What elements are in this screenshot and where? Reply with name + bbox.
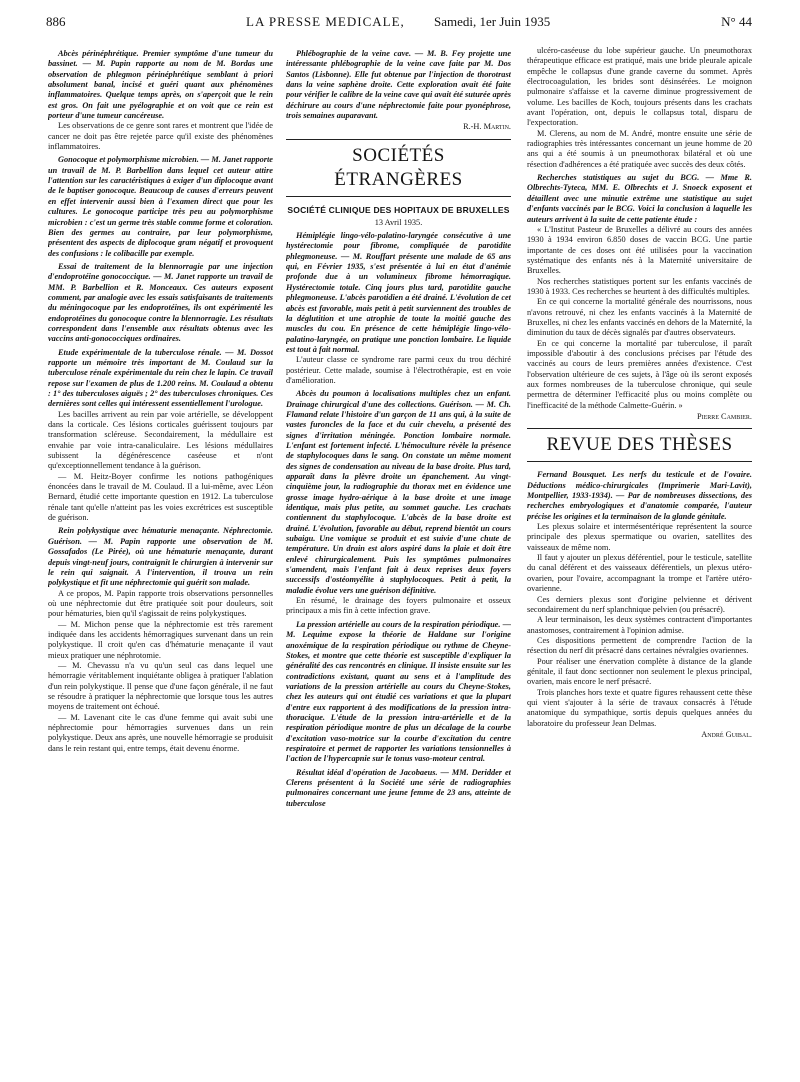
paragraph: Les bacilles arrivent au rein par voie artérielle, se développent dans la corticale. Ces lésions corticales guérissent toujours par transformation scléreuse. Secondairement, la médullaire est envahie par voie intra-canaliculaire. Les lésions médullaires subissent la dégénérescence caséeuse et n'ont qu'exceptionnellement tendance à la guérison.: [48, 409, 273, 471]
article-heading-paragraph: Hémiplégie lingo-vélo-palatino-laryngée consécutive à une hystérectomie pour fibrome, compliquée de parotidite phlegmoneuse. — M. Rouffart présente une malade de 65 ans qui, en Février 1935, s'est présentée à lui en état d'anémie profonde due à un volumineux fibrome hémorragique. Hystérectomie totale. Cinq jours plus tard, parotidite gauche phlegmoneuse. L'abcès parotidien a été drainé. L'évolution de cet abcès est favorable, mais petit à petit surviennent des troubles de la déglutition et une atrophie de toute la moitié gauche des muscles du cou. En présence de cette hémiplégie lingo-vélo-palatino-laryngée, on pratique une ponction lombaire. Le liquide est tout à fait normal.: [286, 231, 511, 354]
section-title-societes: SOCIÉTÉS ÉTRANGÈRES: [286, 139, 511, 197]
paragraph: — M. Heitz-Boyer confirme les notions pathogéniques énoncées dans le travail de M. Coulaud. Il a lui-même, avec Léon Bernard, étudié cette importante question en 1912. La tuberculose rénale tant qu'elle n'atteint pas les voies excrétrices est susceptible de guérison.: [48, 471, 273, 523]
paragraph: Trois planches hors texte et quatre figures rehaussent cette thèse qui vient s'ajouter à la série de travaux consacrés à l'étude anatomique du sympathique, sortis depuis quelques années du laboratoire du professeur Jean Delmas.: [527, 687, 752, 728]
paragraph: En ce qui concerne la mortalité par tuberculose, il paraît impossible d'aboutir à des conclusions précises par l'étude des vaccinés au cours de leurs premières années d'existence. C'est l'observation ultérieure de ces sujets, à l'âge où ils seront exposés aux formes nombreuses de la tuberculose chronique, qui seule permettra de déterminer l'efficacité plus ou moins complète ou l'inefficacité de la méthode Calmette-Guérin. »: [527, 338, 752, 410]
paragraph: ulcéro-caséeuse du lobe supérieur gauche. Un pneumothorax thérapeutique efficace est pratiqué, mais une bride pleurale apicale empêche le collapsus d'une grande caverne du sommet. Après électrocoagulation, les brides sont désinsérées. Le moignon pulmonaire s'affaisse et la caverne diminue progressivement de volume. Les bacilles de Koch, toujours présents dans les crachats avant l'opération, ont, depuis le collapsus total, disparu de l'expectoration.: [527, 46, 752, 128]
article-heading-paragraph: Essai de traitement de la blennorragie par une injection d'endoprotéine gonococcique. — M. Janet rapporte un travail de MM. P. Barbellion et R. Monceaux. Ces auteurs exposent comment, par analogie avec les essais satisfaisants de traitements du méningocoque par les endoprotéines, ils ont expérimenté les endoprotéines du gonocoque contre la blennorragie. Les résultats correspondent dans l'ensemble aux résultats obtenus avec les vaccins anti-gonococciques ordinaires.: [48, 261, 273, 344]
paragraph: Il faut y ajouter un plexus déférentiel, pour le testicule, satellite du canal déférent et des vaisseaux déférentiels, un plexus utéro-ovarien, pour l'ovaire, accompagnant la trompe et l'artère utéro-ovarienne.: [527, 553, 752, 594]
article-heading-paragraph: Fernand Bousquet. Les nerfs du testicule et de l'ovaire. Déductions médico-chirurgicales (Imprimerie Mari-Lavit), Montpellier, 1933-1934). — Par de nombreuses dissections, des recherches embryologiques et d'anatomie comparée, l'auteur précise les origines et la terminaison de la glande génitale.: [527, 470, 752, 521]
paragraph: Les plexus solaire et intermésentérique représentent la source principale des plexus spermatique ou ovarien, satellites des vaisseaux de même nom.: [527, 522, 752, 552]
paragraph: — M. Lavenant cite le cas d'une femme qui avait subi une néphrectomie pour hémorragies survenues dans un rein polykystique. Deux ans après, une nouvelle hémorragie se produisit dans le rein restant qui, entre temps, était devenu énorme.: [48, 712, 273, 753]
article-heading-paragraph: Résultat idéal d'opération de Jacobaeus. — MM. Deridder et Clerens présentent à la Société une série de radiographies pulmonaires concernant une jeune femme de 23 ans, atteinte de tuberculose: [286, 767, 511, 808]
author-signature: Pierre Cambier.: [697, 412, 752, 422]
paragraph: — M. Michon pense que la néphrectomie est très rarement indiquée dans les accidents hémorragiques survenant dans un rein polykystique. Il croit qu'en cas d'hématurie menaçante il vaut mieux pratiquer une néphrotomie.: [48, 619, 273, 660]
article-heading-paragraph: Etude expérimentale de la tuberculose rénale. — M. Dossot rapporte un mémoire très important de M. Coulaud sur la tuberculose rénale expérimentale du rein chez le lapin. Ce travail repose sur l'examen de plus de 1.200 reins. M. Coulaud a obtenu : 1° des tuberculoses aiguës ; 2° des tuberculoses chroniques. Ces dernières sont celles qui intéressent essentiellement l'urologue.: [48, 347, 273, 409]
column-right-body: [527, 470, 752, 740]
column-right-top: [527, 46, 752, 422]
column-middle-top: [286, 49, 511, 133]
paragraph: M. Clerens, au nom de M. André, montre ensuite une série de radiographies très intéressantes concernant un jeune homme de 20 ans qui a été soumis à un pneumothorax bilatéral et où une résection d'adhérences a été pratiquée avec succès des deux côtés.: [527, 128, 752, 169]
paragraph: « L'Institut Pasteur de Bruxelles a délivré au cours des années 1930 à 1934 environ 6.850 doses de vaccin BCG. Une partie importante de ces doses ont été utilisées pour la vaccination systématique des enfants nés à la Maternité universitaire de Bruxelles.: [527, 224, 752, 276]
paragraph: Nos recherches statistiques portent sur les enfants vaccinés de 1930 à 1933. Ces recherches se heurtent à des difficultés multiples.: [527, 276, 752, 296]
paragraph: Les observations de ce genre sont rares et montrent que l'idée de cancer ne doit pas être rejetée parce qu'il existe des phénomènes inflammatoires.: [48, 121, 273, 152]
article-heading-paragraph: Abcès du poumon à localisations multiples chez un enfant. Drainage chirurgical d'une des collections. Guérison. — M. Ch. Flamand relate l'histoire d'un garçon de 11 ans qui, à la suite de vastes furoncles de la face et du cuir chevelu, a présenté des signes d'irritation méningée. Ponction lombaire normale. L'enfant est fortement infecté. L'hémoculture révèle la présence de staphylocoques dans le sang. On constate un même moment des signes de condensation au niveau de la base droite. Plus tard, apparaît dans la plèvre droite un épanchement. Au vingt-cinquième jour, la radiographie du thorax met en évidence une grosse image hydro-aérique à la base droite et une image identique, mais plus petite, au sommet gauche. Les crachats contiennent du staphylocoque. L'abcès de la base droite est drainé. L'évolution, favorable au début, reprend bientôt un cours subaigu. Une vomique se produit et est suivie d'une chute de température. Un drain est alors aspiré dans la plaie et doit être enlevé chirurgicalement. Puis les symptômes pulmonaires s'amendent, mais l'enfant fait à deux reprises deux foyers successifs d'ostéomyélite à staphylocoques. Petit à petit, la maladie évolue vers une guérison définitive.: [286, 389, 511, 595]
journal-title: LA PRESSE MEDICALE,: [246, 14, 405, 29]
paragraph: Pour réaliser une énervation complète à distance de la glande génitale, il faut donc sectionner non seulement le plexus principal, ovarien, mais encore le nerf présacré.: [527, 656, 752, 687]
paragraph: L'auteur classe ce syndrome rare parmi ceux du trou déchiré postérieur. Cette malade, soumise à l'électrothérapie, est en voie d'amélioration.: [286, 355, 511, 385]
article-heading-paragraph: Rein polykystique avec hématurie menaçante. Néphrectomie. Guérison. — M. Papin rapporte une observation de M. Gossafados (Le Pirée), où une hématurie menaçante, durant depuis vingt-neuf jours, contraignit le chirurgien à intervenir sur le rein qui saignait. A l'intervention, il trouva un rein polykystique et fit une néphrectomie qui guérit son malade.: [48, 526, 273, 588]
column-right: [527, 46, 752, 1066]
paragraph: En résumé, le drainage des foyers pulmonaire et osseux principaux a mis fin à cette infection grave.: [286, 596, 511, 616]
section-title-theses: REVUE DES THÈSES: [527, 428, 752, 462]
page-number: 886: [46, 14, 66, 29]
issue-date: Samedi, 1er Juin 1935: [434, 14, 551, 29]
paragraph: A leur terminaison, les deux systèmes contractent d'importantes anastomoses, contrairement à l'opinion admise.: [527, 615, 752, 635]
article-heading-paragraph: Recherches statistiques au sujet du BCG. — Mme R. Olbrechts-Tyteca, MM. E. Olbrechts et J. Snoeck exposent et détaillent avec une minutie extrême une statistique au sujet d'enfants vaccinés par le BCG. Voici la conclusion à laquelle les auteurs arrivent à la suite de cette patiente étude :: [527, 173, 752, 224]
article-heading-paragraph: Abcès périnéphrétique. Premier symptôme d'une tumeur du bassinet. — M. Papin rapporte au nom de M. Bordas une observation de phlegmon périnéphrétique semblant à priori absolument banal, incisé et guéri quant aux phénomènes inflammatoires. Quelque temps après, on s'aperçoit que le rein est gros. On fait une pyélographie et on voit que ce rein est porteur d'une tumeur cancéreuse.: [48, 49, 273, 121]
paragraph: Ces derniers plexus sont d'origine pelvienne et dérivent secondairement du nerf splanchnique pelvien (ou présacré).: [527, 594, 752, 614]
article-heading-paragraph: La pression artérielle au cours de la respiration périodique. — M. Lequime expose la théorie de Haldane sur l'origine anoxémique de la respiration périodique ou rythme de Cheyne-Stokes, et montre que cette théorie est susceptible d'expliquer la généralité des cas rencontrés en clinique. Il insiste ensuite sur les contradictions existant, quant au sens et à l'amplitude des variations de la pression artérielle au cours du Cheyne-Stokes, chez les auteurs qui ont étudié ces variations et que la plupart d'entre eux rapportent à des modifications de la pression intra-thoracique. L'étude de la pression intra-artérielle et de la respiration périodique montre de plus un décalage de la courbe d'excitation vaso-motrice sur la courbe d'excitation du centre respiratoire et permet de rapporter les variations tensionnelles à l'action de l'hypercapnie sur le tonus vaso-moteur central.: [286, 619, 511, 764]
column-left: [48, 46, 273, 1066]
paragraph: En ce qui concerne la mortalité générale des nourrissons, nous n'avons retrouvé, ni chez les enfants vaccinés à la Maternité de Bruxelles, ni chez les enfants vaccinés en dehors de la Maternité, la diminution du taux de décès signalés par d'autres observateurs.: [527, 297, 752, 338]
meeting-date: 13 Avril 1935.: [374, 217, 423, 227]
author-signature: André Guibal.: [701, 729, 752, 739]
page-header: [46, 14, 752, 34]
author-signature: R.-H. Martin.: [463, 122, 511, 132]
paragraph: A ce propos, M. Papin rapporte trois observations personnelles où une néphrectomie dut être pratiquée soit pour douleurs, soit pour hématuries, bien qu'il s'agissait de reins polykystiques.: [48, 588, 273, 619]
issue-number: N° 44: [721, 14, 752, 29]
article-heading-paragraph: Phlébographie de la veine cave. — M. B. Fey projette une intéressante phlébographie de la veine cave faite par M. Dos Santos (Lisbonne). Elle fut obtenue par l'injection de thorotrast dans la veine saphène droite. Cette exploration avait été faite pour vérifier le calibre de la veine cave qui avait été suturée après déchirure au cours d'une néphrectomie faite pour pyonéphrose, trois semaines auparavant.: [286, 49, 511, 121]
column-middle: [286, 46, 511, 1066]
paragraph: — M. Chevassu n'a vu qu'un seul cas dans lequel une hémorragie véritablement inquiétante obligea à pratiquer l'ablation d'un rein polykystique. Il pense que d'une façon générale, il ne faut se résoudre à pratiquer la néphrectomie que lorsque tous les autres moyens de traitement ont échoué.: [48, 660, 273, 712]
article-heading-paragraph: Gonocoque et polymorphisme microbien. — M. Janet rapporte un travail de M. P. Barbellion dans lequel cet auteur attire l'attention sur les caractéristiques à exiger d'un diplocoque avant de le baptiser gonocoque. Beaucoup de causes d'erreurs peuvent en effet intervenir aussi bien à l'examen direct que pour les cultures. Le gonocoque participe très peu au polymorphisme microbien : c'est un germe très stable comme forme et coloration. Bien des germes au contraire, par leur polymorphisme, présentent des aspects de diplocoque gram négatif et provoquent des confusions : le colibacille par exemple.: [48, 155, 273, 258]
society-name: SOCIÉTÉ CLINIQUE DES HOPITAUX DE BRUXELLES: [287, 204, 510, 215]
paragraph: Ces dispositions permettent de comprendre l'action de la résection du nerf dit présacré dans certaines névralgies ovariennes.: [527, 635, 752, 656]
column-middle-body: [286, 231, 511, 809]
